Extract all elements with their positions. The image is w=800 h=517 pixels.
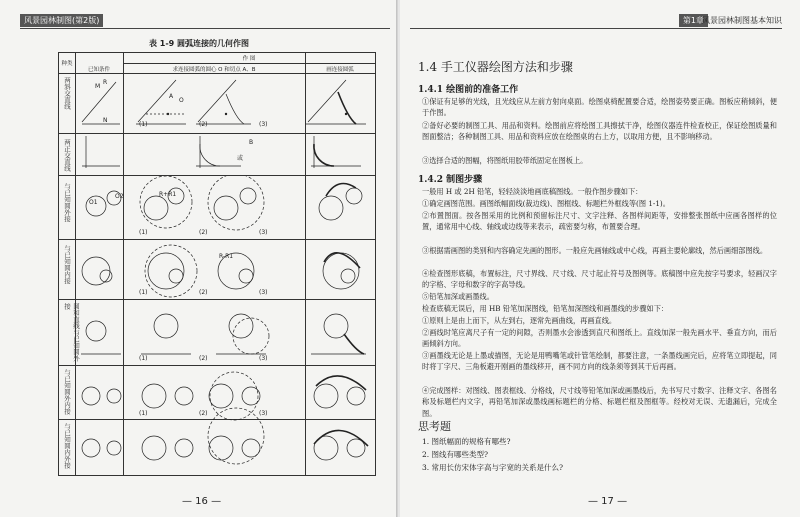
step-label: (3) — [259, 121, 268, 128]
left-running-header — [20, 14, 390, 29]
label-R: R — [103, 79, 108, 86]
step-label: (1) — [139, 229, 148, 236]
questions-title: 思考题 — [418, 420, 451, 433]
geometry-table — [58, 52, 376, 476]
steps-para-2: ②布置图面。按各图采用的比例和预留标注尺寸、文字注释、各图样间距等，安排整张图纸中应画各图样的位置，通常用中心线、轴线或边线等来表示，疏密要匀称，布置要合理。 — [422, 211, 777, 232]
step-label: (1) — [139, 355, 148, 362]
category-oblique-lines: 两斜交直线 — [63, 77, 71, 110]
steps-para-5: ⑤铅笔加深或画墨线。 — [422, 292, 494, 301]
step-label: (1) — [139, 121, 148, 128]
left-page — [0, 0, 398, 517]
header-known: 已知条件 — [87, 67, 110, 73]
steps-intro: 一般用 H 或 2H 铅笔，轻轻淡淡地画底稿图线。一般作图步骤如下： — [422, 187, 643, 196]
step-label: (2) — [199, 289, 208, 296]
section-title: 1.4 手工仪器绘图方法和步骤 — [418, 60, 573, 74]
question-1: 1. 图纸幅面的规格有哪些? — [422, 437, 511, 446]
steps-para-3: ③根据需画图的类别和内容确定先画的图形。一般应先画轴线或中心线，再画主要轮廓线，然后画细部图线。 — [422, 246, 768, 255]
figure-rows-3-5 — [76, 176, 374, 364]
label-N: N — [103, 117, 108, 124]
label-O: O — [179, 97, 184, 104]
step-label: (3) — [259, 410, 268, 417]
steps-para-1: ①确定画图范围。画图纸幅面线(裁边线)、图框线、标题栏外框线等(图 1-1)。 — [422, 199, 670, 208]
table-caption: 表 1-9 圆弧连接的几何作图 — [148, 39, 250, 48]
chapter-title: 风景园林制图基本知识 — [702, 16, 782, 25]
page-number-left: — 16 — — [182, 496, 222, 507]
chapter-tag: 第1章 — [679, 14, 708, 27]
header-drawing: 作 图 — [242, 56, 256, 62]
category-circle-line: 圆和直线与已知圆外接 — [63, 303, 80, 362]
step-label: (2) — [199, 229, 208, 236]
book-title: 风景园林制图(第2版) — [20, 14, 103, 27]
category-internal-circle: 与已知圆内接 — [63, 245, 71, 284]
question-3: 3. 常用长仿宋体字高与字宽的关系是什么? — [422, 463, 564, 472]
label-O1: O1 — [89, 199, 98, 206]
category-external-circle: 与已知圆外接 — [63, 183, 71, 222]
header-find-center: 求连接圆弧的圆心 O 和切点 A、B — [172, 67, 256, 73]
subsection-title-prep: 1.4.1 绘图前的准备工作 — [418, 85, 519, 95]
label-O2: O2 — [115, 193, 124, 200]
steps-para-6: 检查底稿无误后，用 HB 铅笔加深图线，铅笔加深图线和画墨线的步骤如下： — [422, 304, 669, 313]
step-label: (1) — [139, 410, 148, 417]
category-orthogonal-lines: 两正交直线 — [63, 139, 71, 172]
figure-rows-6-7 — [76, 366, 374, 474]
steps-para-10: ④完成图样：对图线、图表框线、分格线，尺寸线等铅笔加深或画墨线后，先书写尺寸数字、注释文字、各图名称及标题栏内文字，再铅笔加深或墨线画标题栏的分格、标题栏框及图框等。经校对无误、无遗漏后，完成全图。 — [422, 386, 777, 418]
subsection-title-steps: 1.4.2 制图步骤 — [418, 175, 483, 185]
steps-para-7: ①原则上是由上而下，从左到右，逐常先画曲线，再画直线。 — [422, 316, 617, 325]
steps-para-8: ②画线时笔应离尺子有一定的间隙，否则墨水会渗透到直尺和图纸上。直线加深一般先画水平、垂直方向，而后画倾斜方向。 — [422, 328, 777, 349]
step-label: (3) — [259, 289, 268, 296]
label-A: A — [169, 93, 174, 100]
label-M: M — [95, 83, 101, 90]
prep-para-3: ③选择合适的图幅，将图纸用胶带纸固定在图板上。 — [422, 156, 588, 165]
steps-para-9: ③画墨线无论是上墨或描图，无论是用鸭嘴笔或针管笔绘制，都要注意，一条墨线画完后，应将笔立即提起，同时将丁字尺、三角板避开刚画的墨线移开，画不同方向的线条须等到其干后再画。 — [422, 351, 777, 372]
step-label: (2) — [199, 355, 208, 362]
step-label: (2) — [199, 410, 208, 417]
right-page — [400, 0, 800, 517]
label-R-minus: R-R1 — [219, 253, 234, 260]
step-label: (3) — [259, 229, 268, 236]
header-category: 种类 — [61, 61, 73, 67]
step-label: (2) — [199, 121, 208, 128]
steps-para-4: ④检查图形底稿，布置标注，尺寸界线、尺寸线、尺寸起止符号及图例等。底稿图中应先按字号要求，轻画汉字的字格、字母和数字的字高导线。 — [422, 269, 777, 290]
step-label: (3) — [259, 355, 268, 362]
step-label: (1) — [139, 289, 148, 296]
header-draw-arc: 画连接圆弧 — [326, 67, 354, 73]
page-number-right: — 17 — — [588, 496, 628, 507]
category-int-ext: 与已知圆内外接 — [63, 423, 71, 469]
figure-rows-1-2 — [76, 74, 374, 174]
label-B: B — [249, 139, 254, 146]
label-R-plus: R+R1 — [159, 191, 177, 198]
question-2: 2. 图线有哪些类型? — [422, 450, 489, 459]
label-or: 或 — [237, 155, 244, 162]
right-running-header — [410, 14, 782, 29]
category-ext-int: 与已知圆外内接 — [63, 369, 71, 415]
prep-para-2: ②备好必要的制图工具、用品和资料。绘图前应将绘图工具擦拭干净，绘图仪器连件检查校正，保证绘图质量和图面整洁；各种制图工具、用品和资料应放在绘图桌的右上方，以取用方便，且不影响移动。 — [422, 121, 777, 142]
prep-para-1: ①保证有足够的光线，且光线应从左前方射向桌面。绘图桌椅配置要合适，绘图姿势要正确。图板应稍倾斜，便于作图。 — [422, 97, 777, 118]
table-hline — [123, 63, 375, 64]
